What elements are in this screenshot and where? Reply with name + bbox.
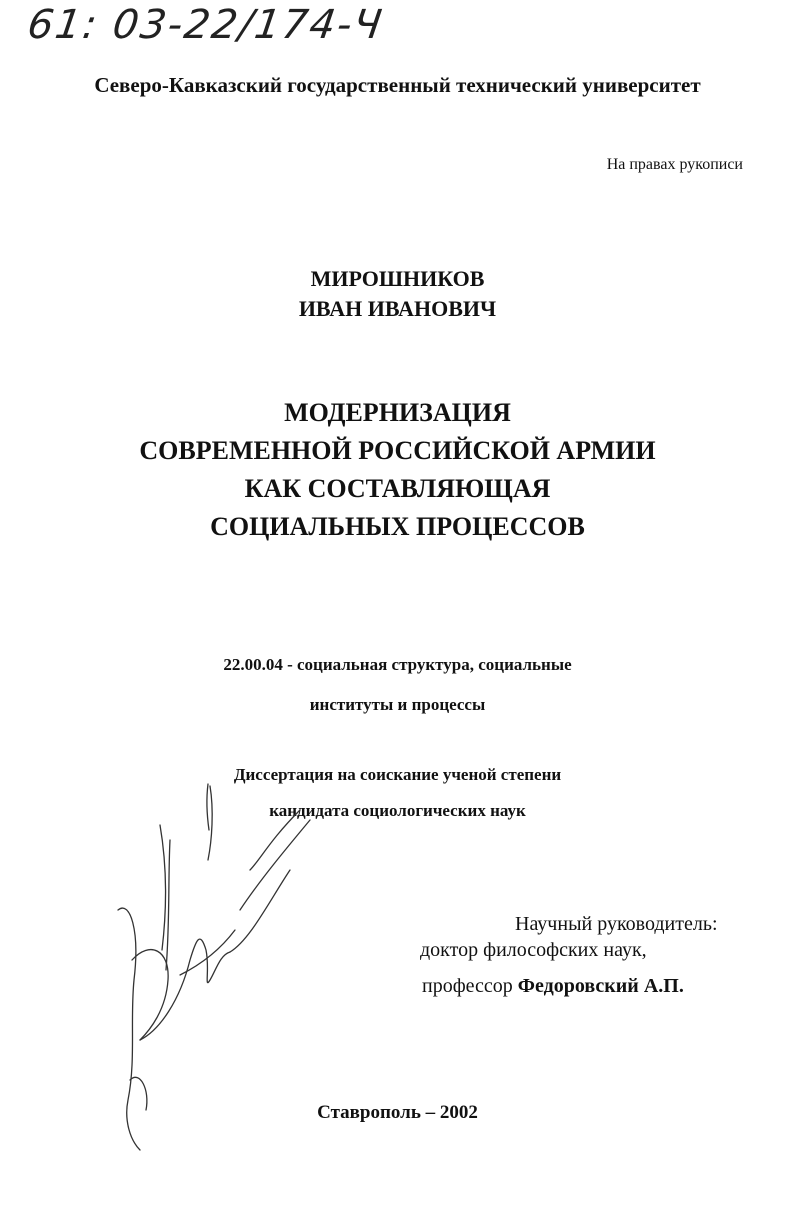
specialty-line-2: институты и процессы: [309, 695, 486, 714]
degree-line-2: кандидата социологических наук: [269, 801, 526, 820]
advisor-title: профессор: [422, 975, 513, 997]
author-given-names: ИВАН ИВАНОВИЧ: [298, 296, 497, 321]
rights-note: На правах рукописи: [606, 156, 743, 173]
degree-line-1: Диссертация на соискание ученой степени: [233, 765, 562, 784]
dissertation-title: [0, 394, 795, 546]
title-line: МОДЕРНИЗАЦИЯ: [284, 398, 511, 427]
city-year: Ставрополь – 2002: [317, 1102, 478, 1123]
title-line: КАК СОСТАВЛЯЮЩАЯ: [244, 474, 551, 503]
advisor-title-name: [422, 975, 684, 998]
title-line: СОЦИАЛЬНЫХ ПРОЦЕССОВ: [210, 512, 585, 541]
author-block: [0, 264, 795, 324]
specialty-line-1: 22.00.04 - социальная структура, социальные: [223, 655, 572, 674]
title-line: СОВРЕМЕННОЙ РОССИЙСКОЙ АРМИИ: [139, 436, 656, 465]
catalog-number-handwritten: 61: 03-22/174-Ч: [24, 2, 387, 48]
advisor-name: Федоровский А.П.: [517, 975, 684, 997]
author-surname: МИРОШНИКОВ: [310, 266, 485, 291]
university-name: Северо-Кавказский государственный технический университет: [94, 73, 701, 97]
advisor-degree: доктор философских наук,: [420, 939, 647, 961]
advisor-label: Научный руководитель:: [515, 913, 718, 935]
specialty-block: [0, 655, 795, 715]
